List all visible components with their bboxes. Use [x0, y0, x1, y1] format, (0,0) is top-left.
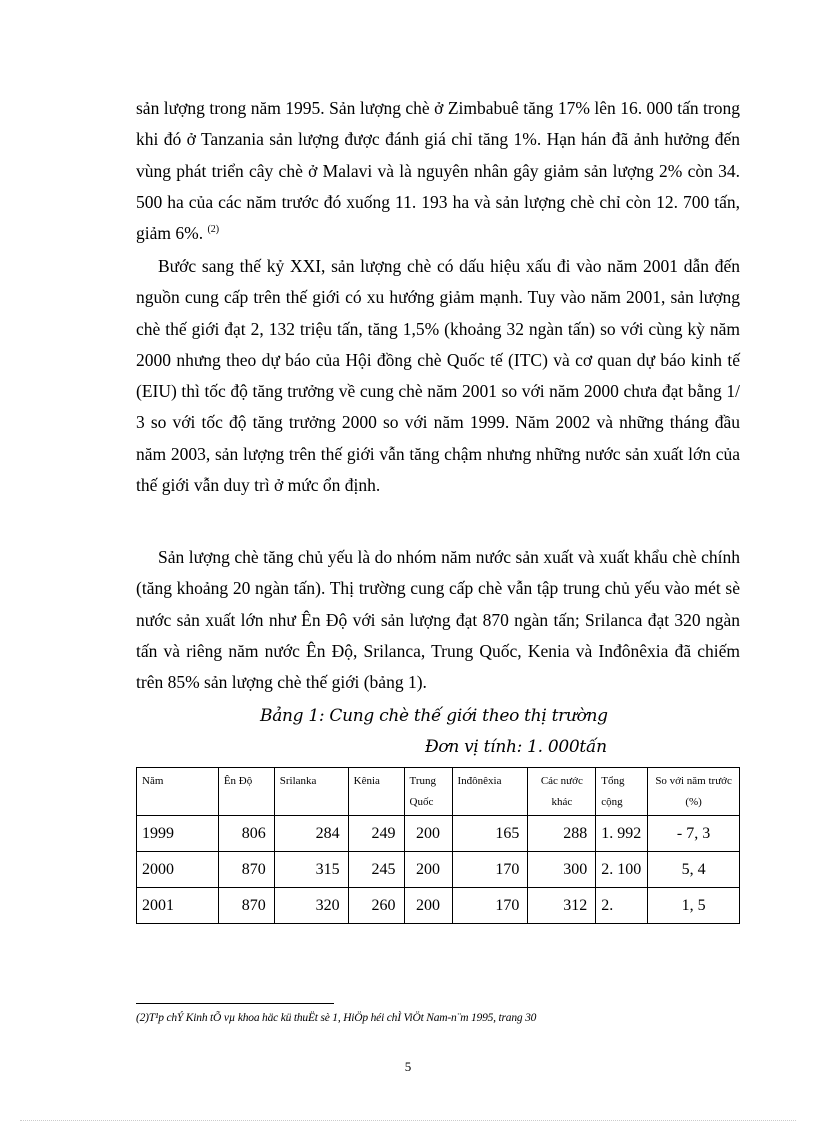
header-total: Tổng cộng: [596, 768, 648, 816]
cell-other: 300: [528, 852, 596, 888]
footnote-divider: [136, 1003, 334, 1004]
header-change: So với năm trước (%): [648, 768, 740, 816]
cell-other: 288: [528, 816, 596, 852]
cell-other: 312: [528, 888, 596, 924]
cell-year: 1999: [137, 816, 219, 852]
cell-total: 2. 100: [596, 852, 648, 888]
paragraph-1: [136, 93, 740, 249]
cell-year: 2000: [137, 852, 219, 888]
cell-china: 200: [404, 852, 452, 888]
cell-indonesia: 170: [452, 888, 528, 924]
cell-srilanka: 284: [274, 816, 348, 852]
table-unit: Đơn vị tính: 1. 000tấn: [425, 737, 607, 757]
cell-china: 200: [404, 888, 452, 924]
header-year: Năm: [137, 768, 219, 816]
header-china: Trung Quốc: [404, 768, 452, 816]
paragraph-2-text: Bước sang thế kỷ XXI, sản lượng chè có dấu hiệu xấu đi vào năm 2001 dẫn đến nguồn cung cấp trên thế giới có xu hướng giảm mạnh. Tuy vào năm 2001, sản lượng chè thế giới đạt 2, 132 triệu tấn, tăng 1,5% (khoảng 32 ngàn tấn) so với cùng kỳ năm 2000 nhưng theo dự báo của Hội đồng chè Quốc tế (ITC) và cơ quan dự báo kinh tế (EIU) thì tốc độ tăng trưởng về cung chè năm 2001 so với năm 2000 chưa đạt bằng 1/ 3 so với tốc độ tăng trưởng 2000 so với năm 1999. Năm 2002 và những tháng đầu năm 2003, sản lượng trên thế giới vẫn tăng chậm nhưng những nước sản xuất lớn của thế giới vẫn duy trì ở mức ổn định.: [136, 256, 740, 496]
cell-srilanka: 315: [274, 852, 348, 888]
paragraph-1-text: sản lượng trong năm 1995. Sản lượng chè ở Zimbabuê tăng 17% lên 16. 000 tấn trong khi đó ở Tanzania sản lượng được đánh giá chỉ tăng 1%. Hạn hán đã ảnh hưởng đến vùng phát triển cây chè ở Malavi và là nguyên nhân gây giảm sản lượng 2% còn 34. 500 ha của các năm trước đó xuống 11. 193 ha và sản lượng chè chỉ còn 12. 700 tấn, giảm 6%.: [136, 98, 740, 244]
paragraph-3-text: Sản lượng chè tăng chủ yếu là do nhóm năm nước sản xuất và xuất khẩu chè chính (tăng khoảng 20 ngàn tấn). Thị trường cung cấp chè vẫn tập trung chủ yếu vào mét sè nước sản xuất lớn như Ên Độ với sản lượng đạt 870 ngàn tấn; Srilanca đạt 320 ngàn tấn và riêng năm nước Ên Độ, Srilanca, Trung Quốc, Kenia và Inđônêxia đã chiếm trên 85% sản lượng chè thế giới (bảng 1).: [136, 547, 740, 693]
cell-srilanka: 320: [274, 888, 348, 924]
cell-indonesia: 165: [452, 816, 528, 852]
footnote-reference: (2): [207, 224, 220, 236]
footnote: (2)T¹p chÝ Kinh tÕ vµ khoa häc kü thuËt sè 1, HiÖp héi chÌ ViÖt Nam-n¨m 1995, trang 30: [136, 1012, 537, 1024]
cell-kenya: 260: [348, 888, 404, 924]
header-other: Các nước khác: [528, 768, 596, 816]
cell-china: 200: [404, 816, 452, 852]
cell-kenya: 249: [348, 816, 404, 852]
header-kenya: Kênia: [348, 768, 404, 816]
header-indonesia: Inđônêxia: [452, 768, 528, 816]
table-caption: Bảng 1: Cung chè thế giới theo thị trường: [260, 706, 608, 726]
cell-india: 870: [218, 852, 274, 888]
table-row: [137, 852, 740, 888]
page-number: 5: [404, 1059, 412, 1074]
cell-total: 1. 992: [596, 816, 648, 852]
table-row: [137, 888, 740, 924]
cell-change: 1, 5: [648, 888, 740, 924]
cell-india: 806: [218, 816, 274, 852]
cell-kenya: 245: [348, 852, 404, 888]
cell-change: 5, 4: [648, 852, 740, 888]
page-bottom-border: [20, 1120, 796, 1121]
table-header-row: [137, 768, 740, 816]
paragraph-3: [136, 542, 740, 698]
supply-table: [136, 767, 740, 924]
header-india: Ên Độ: [218, 768, 274, 816]
cell-indonesia: 170: [452, 852, 528, 888]
header-srilanka: Srilanka: [274, 768, 348, 816]
cell-year: 2001: [137, 888, 219, 924]
table-row: [137, 816, 740, 852]
cell-india: 870: [218, 888, 274, 924]
paragraph-2: [136, 251, 740, 501]
cell-change: - 7, 3: [648, 816, 740, 852]
cell-total: 2.: [596, 888, 648, 924]
